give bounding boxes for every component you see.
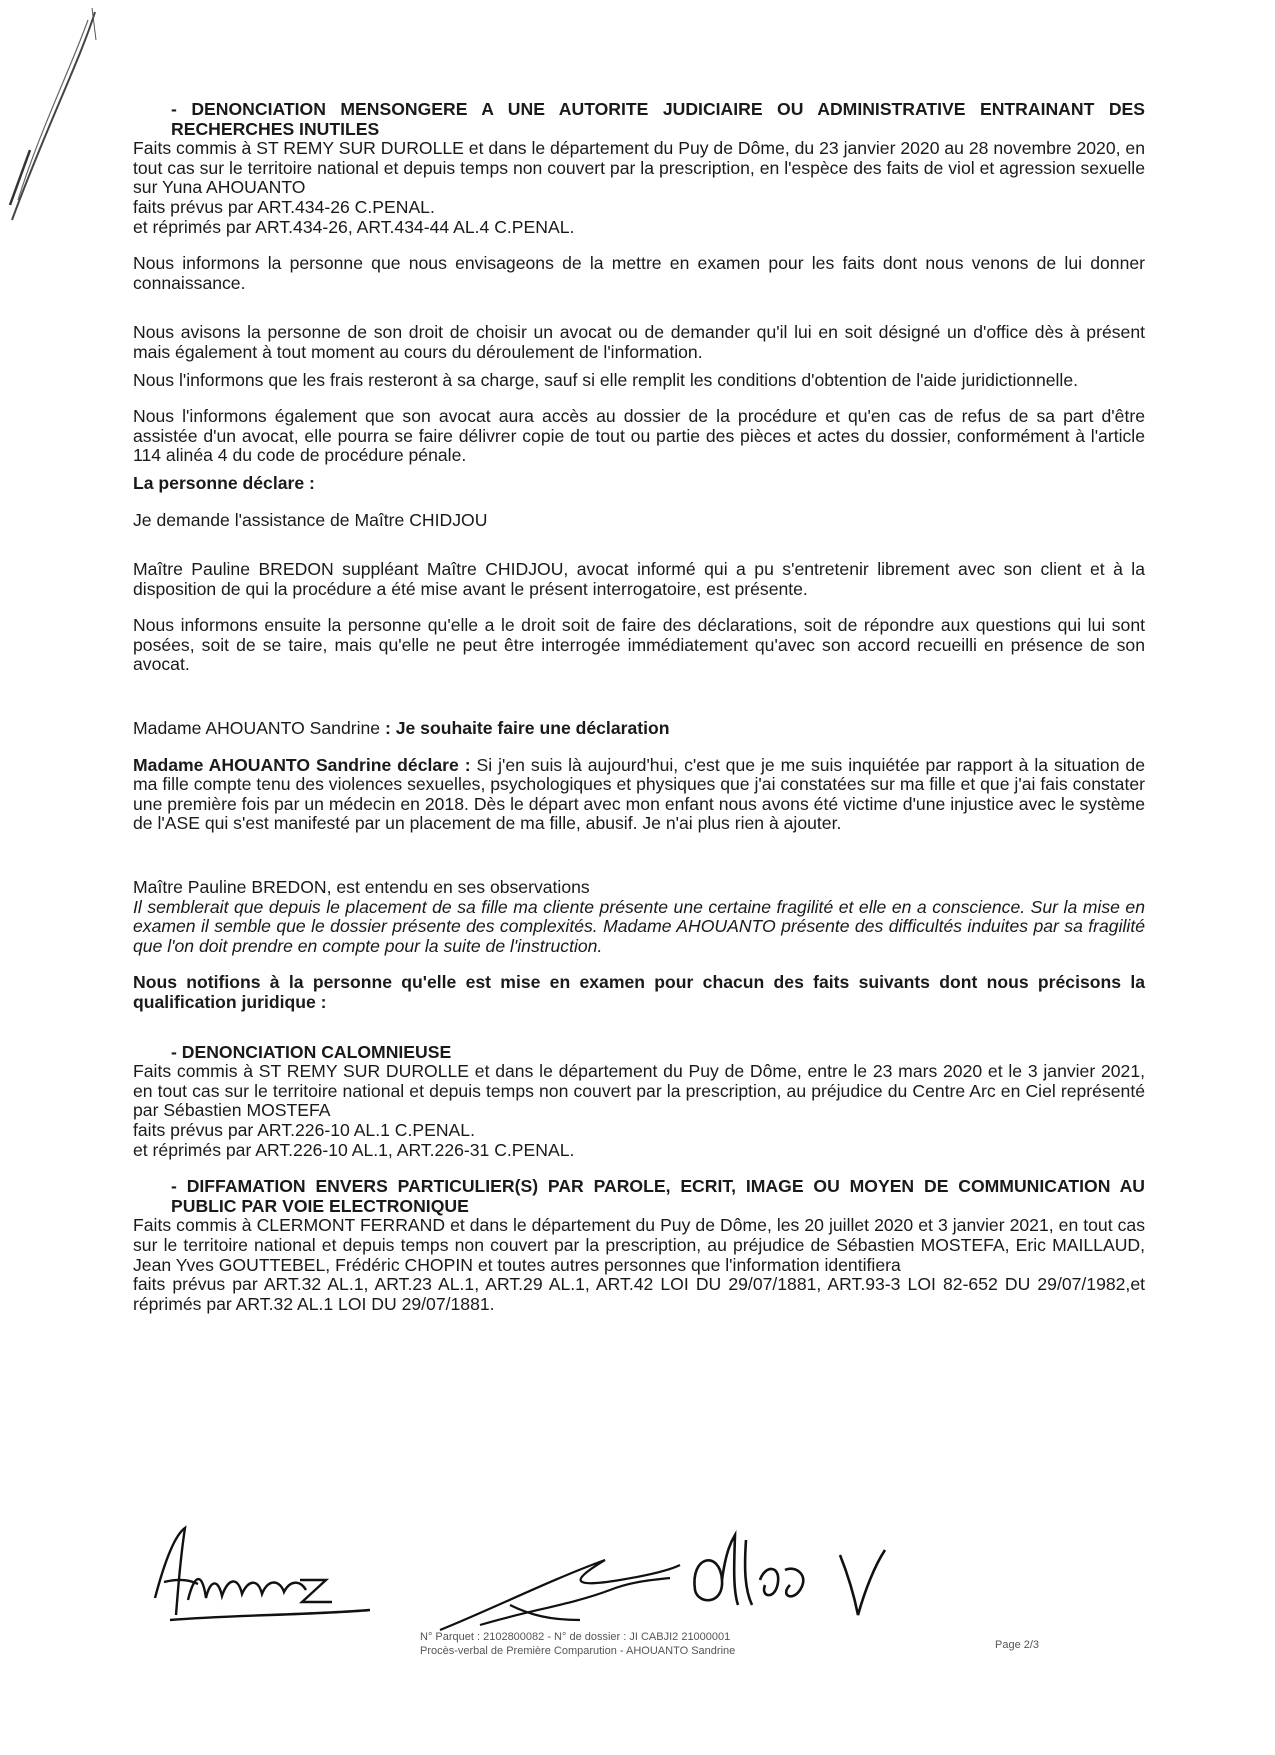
footer-document-title: Procès-verbal de Première Comparution - AHOUANTO Sandrine bbox=[420, 1645, 736, 1657]
signature-greffier bbox=[694, 1535, 885, 1615]
signatures bbox=[150, 1520, 1050, 1635]
document-body bbox=[133, 100, 1145, 1314]
charge2-punished: et réprimés par ART.226-10 AL.1, ART.226-31 C.PENAL. bbox=[133, 1139, 575, 1160]
paragraph-declaration bbox=[133, 756, 1145, 834]
paragraph-choix bbox=[133, 719, 1145, 739]
declaration-label: Madame AHOUANTO Sandrine déclare : bbox=[133, 754, 471, 775]
charge3-facts: Faits commis à CLERMONT FERRAND et dans le département du Puy de Dôme, les 20 juillet 2020 et 3 janvier 2021, en tout cas sur le territoire national et depuis temps non couvert par la prescription, au préjudice de Sébastien MOSTEFA, Eric MAILLAUD, Jean Yves GOUTTEBEL, Frédéric CHOPIN et toutes autres personnes que l'information identifiera bbox=[133, 1215, 1145, 1275]
signature-magistrate bbox=[440, 1560, 680, 1630]
notification-text: Nous notifions à la personne qu'elle est mise en examen pour chacun des faits suivants dont nous précisons la qualification juridique : bbox=[133, 972, 1145, 1012]
declares-label: La personne déclare : bbox=[133, 472, 315, 493]
paragraph-assistance: Je demande l'assistance de Maître CHIDJOU bbox=[133, 509, 488, 530]
charge2-provided: faits prévus par ART.226-10 AL.1 C.PENAL. bbox=[133, 1119, 475, 1140]
margin-scan-mark bbox=[0, 0, 120, 230]
charge1-title: - DENONCIATION MENSONGERE A UNE AUTORITE JUDICIAIRE OU ADMINISTRATIVE ENTRAINANT DES RECHERCHES INUTILES bbox=[171, 99, 1145, 139]
charge3-title: - DIFFAMATION ENVERS PARTICULIER(S) PAR PAROLE, ECRIT, IMAGE OU MOYEN DE COMMUNICATION AU PUBLIC PAR VOIE ELECTRONIQUE bbox=[171, 1176, 1145, 1216]
charge1-provided: faits prévus par ART.434-26 C.PENAL. bbox=[133, 196, 435, 217]
footer-reference: N° Parquet : 2102800082 - N° de dossier : JI CABJI2 21000001 bbox=[420, 1631, 731, 1643]
signature-ahouanto bbox=[155, 1528, 370, 1620]
charge2-facts: Faits commis à ST REMY SUR DUROLLE et dans le département du Puy de Dôme, entre le 23 mars 2020 et le 3 janvier 2021, en tout cas sur le territoire national et depuis temps non couvert par la prescription, au préjudice du Centre Arc en Ciel représenté par Sébastien MOSTEFA bbox=[133, 1061, 1145, 1121]
paragraph-droits: Nous informons ensuite la personne qu'elle a le droit soit de faire des déclarations, soit de répondre aux questions qui lui sont posées, soit de se taire, mais qu'elle ne peut être interrogée immédiatement qu'avec son accord recueilli en présence de son avocat. bbox=[133, 615, 1145, 675]
choice-text: : Je souhaite faire une déclaration bbox=[380, 718, 670, 739]
page-number: Page 2/3 bbox=[995, 1639, 1040, 1651]
declaration-text: Si j'en suis là aujourd'hui, c'est que je me suis inquiétée par rapport à la situation de ma fille compte tenu des violences sexuelles, psychologiques et physiques que j'ai constatées sur ma fille et que j'ai fais constater une première fois par un médecin en 2018. Dès le départ avec mon enfant nous avons été victime d'une injustice avec le système de l'ASE qui s'est manifesté par un placement de ma fille, abusif. Je n'ai plus rien à ajouter. bbox=[133, 754, 1145, 834]
charge1-punished: et réprimés par ART.434-26, ART.434-44 AL.4 C.PENAL. bbox=[133, 216, 575, 237]
paragraph-envisage: Nous informons la personne que nous envisageons de la mettre en examen pour les faits dont nous venons de lui donner connaissance. bbox=[133, 253, 1145, 293]
observations-text: Il semblerait que depuis le placement de sa fille ma cliente présente une certaine fragilité et elle en a conscience. Sur la mise en examen il semble que le dossier présente des complexités. Madame AHOUANTO présente des difficultés induites par sa fragilité que l'on doit prendre en compte pour la suite de l'instruction. bbox=[133, 896, 1145, 956]
paragraph-frais: Nous l'informons que les frais resteront à sa charge, sauf si elle remplit les conditions d'obtention de l'aide juridictionnelle. bbox=[133, 369, 1079, 390]
choice-name: Madame AHOUANTO Sandrine bbox=[133, 718, 381, 739]
charge1-facts: Faits commis à ST REMY SUR DUROLLE et dans le département du Puy de Dôme, du 23 janvier 2020 au 28 novembre 2020, en tout cas sur le territoire national et depuis temps non couvert par la prescription, en l'espèce des faits de viol et agression sexuelle sur Yuna AHOUANTO bbox=[133, 138, 1145, 198]
charge3-provided-punished: faits prévus par ART.32 AL.1, ART.23 AL.1, ART.29 AL.1, ART.42 LOI DU 29/07/1881, ART.93-3 LOI 82-652 DU 29/07/1982,et réprimés par ART.32 AL.1 LOI DU 29/07/1881. bbox=[133, 1274, 1145, 1314]
paragraph-avocat: Nous avisons la personne de son droit de choisir un avocat ou de demander qu'il lui en soit désigné un d'office dès à présent mais également à tout moment au cours du déroulement de l'information. bbox=[133, 322, 1145, 362]
page-footer bbox=[420, 1630, 1100, 1658]
charge2-title: - DENONCIATION CALOMNIEUSE bbox=[171, 1041, 452, 1062]
paragraph-acces-dossier: Nous l'informons également que son avocat aura accès au dossier de la procédure et qu'en cas de refus de sa part d'être assistée d'un avocat, elle pourra se faire délivrer copie de tout ou partie des pièces et actes du dossier, conformément à l'article 114 alinéa 4 du code de procédure pénale. bbox=[133, 406, 1145, 466]
observations-intro: Maître Pauline BREDON, est entendu en ses observations bbox=[133, 877, 590, 898]
paragraph-avocat-present: Maître Pauline BREDON suppléant Maître CHIDJOU, avocat informé qui a pu s'entretenir librement avec son client et à la disposition de qui la procédure a été mise avant le présent interrogatoire, est présente. bbox=[133, 559, 1145, 599]
